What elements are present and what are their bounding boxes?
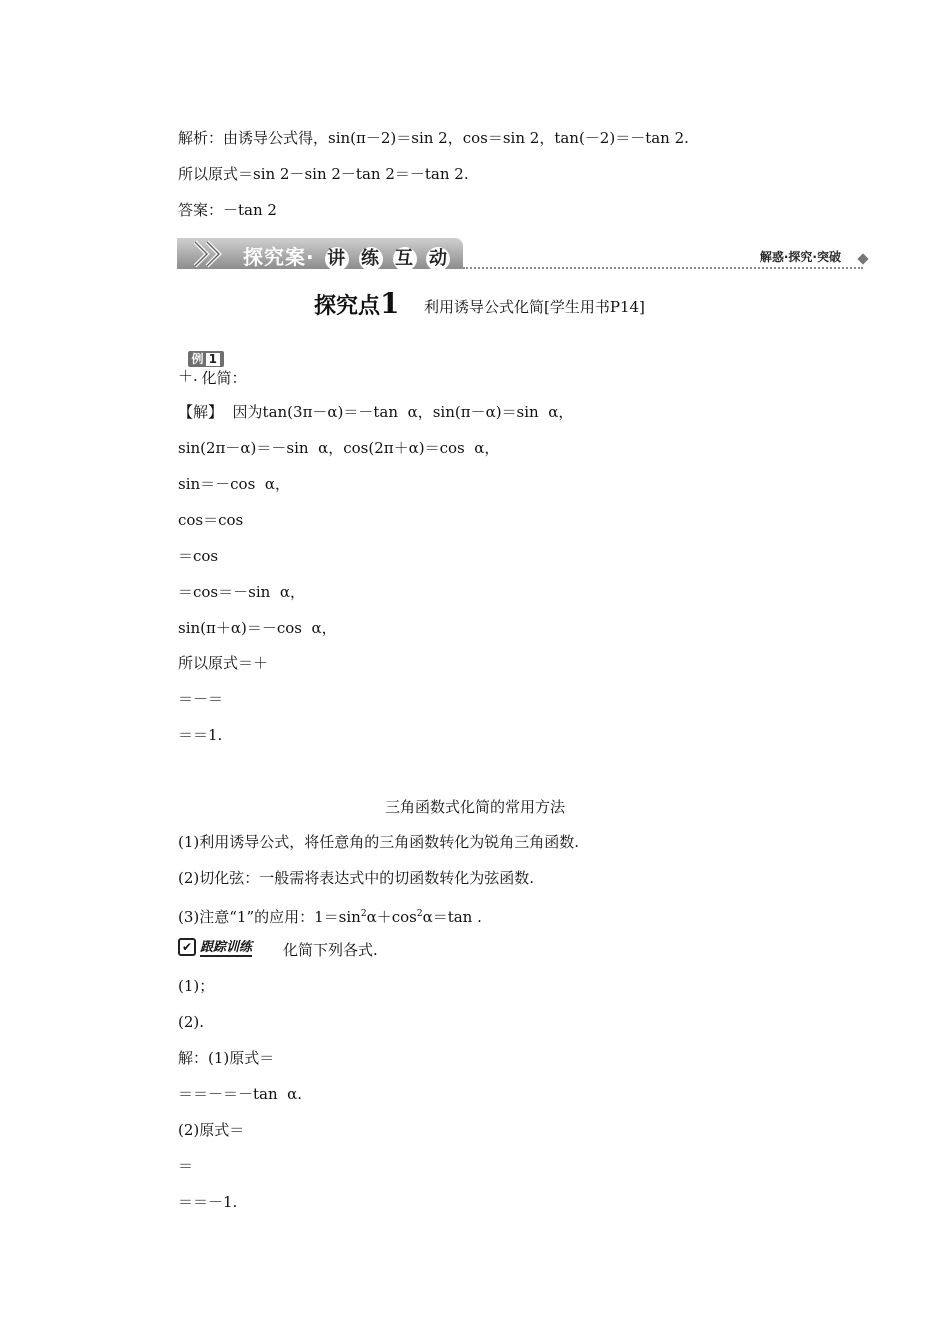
training-text: 化简下列各式.: [283, 941, 378, 959]
training-line: (1)；: [178, 977, 215, 995]
example-line: ＝＝1.: [178, 726, 223, 744]
point-label: 探究点: [314, 294, 381, 319]
banner-circle-char: 练: [359, 247, 383, 271]
method-title: 三角函数式化简的常用方法: [384, 798, 565, 816]
training-line: ＝: [178, 1157, 194, 1175]
check-icon: ✔: [178, 938, 196, 956]
banner-dotted-line: [463, 267, 863, 269]
training-label-text: 跟踪训练: [200, 940, 253, 955]
training-label: [178, 936, 252, 956]
method-item3-post: α＝tan .: [422, 908, 482, 926]
section-banner: [177, 238, 869, 270]
banner-right-text: 解惑·探究·突破: [759, 250, 841, 264]
training-line: 解：(1)原式＝: [178, 1049, 275, 1067]
point-number: 1: [380, 287, 400, 320]
method-item: (1)利用诱导公式，将任意角的三角函数转化为锐角三角函数.: [178, 833, 580, 851]
point-title: [314, 287, 400, 320]
superscript: 2: [360, 909, 367, 919]
method-item3-mid: α＋cos: [366, 908, 417, 926]
training-line: ＝＝－＝－tan α.: [178, 1085, 303, 1103]
banner-title: [243, 241, 450, 271]
example-line: sin(2π－α)＝－sin α，cos(2π＋α)＝cos α，: [178, 439, 500, 457]
superscript: 2: [416, 909, 423, 919]
method-item3-pre: (3)注意“1”的应用：1＝sin: [178, 908, 361, 926]
example-tag: [188, 351, 224, 367]
example-line: 【解】 因为tan(3π－α)＝－tan α，sin(π－α)＝sin α，: [178, 403, 574, 421]
so-line: 所以原式＝sin 2－sin 2－tan 2＝－tan 2.: [178, 165, 469, 183]
training-line: (2)原式＝: [178, 1121, 245, 1139]
example-prompt: 化简：: [201, 369, 247, 387]
example-line: sin＝－cos α，: [178, 475, 290, 493]
method-item: (2)切化弦：一般需将表达式中的切函数转化为弦函数.: [178, 869, 535, 887]
example-tag-number: 1: [206, 353, 220, 366]
example-line: 所以原式＝＋: [178, 654, 269, 672]
method-item: [178, 904, 482, 927]
example-line: sin(π＋α)＝－cos α，: [178, 619, 337, 637]
double-chevron-icon: [193, 240, 235, 268]
banner-circle-char: 讲: [325, 247, 349, 271]
example-line: ＝cos: [178, 547, 219, 565]
point-subtitle: 利用诱导公式化简[学生用书P14]: [424, 298, 645, 316]
example-line: cos＝cos: [178, 511, 244, 529]
training-line: (2).: [178, 1013, 205, 1031]
answer-line: 答案：－tan 2: [178, 201, 277, 219]
example-tag-label: 例: [191, 352, 204, 366]
banner-title-text: 探究案·: [243, 245, 315, 269]
training-line: ＝＝－1.: [178, 1193, 238, 1211]
example-line: ＋.: [178, 367, 198, 385]
analysis-line: 解析：由诱导公式得，sin(π－2)＝sin 2，cos＝sin 2，tan(－2)＝－tan 2.: [178, 129, 689, 147]
example-line: ＝cos＝－sin α，: [178, 583, 305, 601]
example-line: ＝－＝: [178, 690, 224, 708]
banner-circle-char: 互: [393, 247, 417, 271]
banner-circle-char: 动: [426, 247, 450, 271]
diamond-icon: [857, 253, 868, 264]
